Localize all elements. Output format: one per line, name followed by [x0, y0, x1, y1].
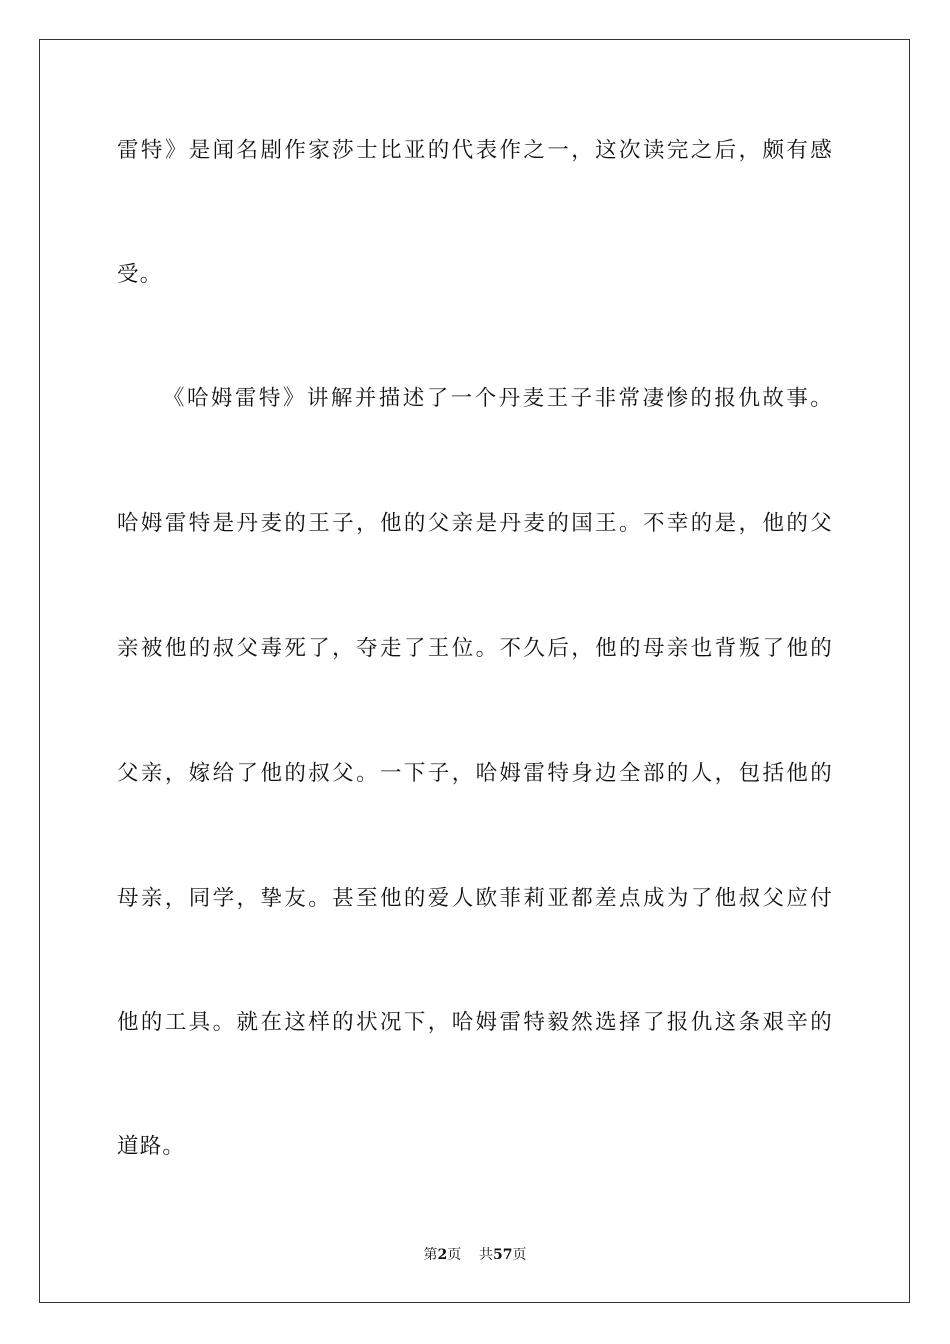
- footer-total-prefix: 共: [479, 1247, 494, 1263]
- footer-page-prefix: 第: [423, 1247, 438, 1263]
- text-line-4: 哈姆雷特是丹麦的王子，他的父亲是丹麦的国王。不幸的是，他的父: [117, 511, 833, 536]
- text-line-8: 他的工具。就在这样的状况下，哈姆雷特毅然选择了报仇这条艰辛的: [117, 1010, 833, 1035]
- text-line-9: 道路。: [117, 1134, 186, 1159]
- footer-page-number: 2: [437, 1247, 448, 1263]
- text-line-5: 亲被他的叔父毒死了，夺走了王位。不久后，他的母亲也背叛了他的: [117, 636, 833, 661]
- page-footer: [0, 1245, 950, 1265]
- footer-total-suffix: 页: [512, 1247, 527, 1263]
- paragraph-start-line: 《哈姆雷特》讲解并描述了一个丹麦王子非常凄惨的报仇故事。: [163, 386, 833, 411]
- text-line-2: 受。: [117, 262, 163, 287]
- text-line-7: 母亲，同学，挚友。甚至他的爱人欧菲莉亚都差点成为了他叔父应付: [117, 886, 833, 911]
- text-line-1: 雷特》是闻名剧作家莎士比亚的代表作之一，这次读完之后，颇有感: [117, 138, 833, 163]
- footer-total-pages: 57: [493, 1247, 513, 1263]
- footer-page-suffix: 页: [447, 1247, 462, 1263]
- text-line-6: 父亲，嫁给了他的叔父。一下子，哈姆雷特身边全部的人，包括他的: [117, 761, 833, 786]
- page-border: [39, 39, 910, 1303]
